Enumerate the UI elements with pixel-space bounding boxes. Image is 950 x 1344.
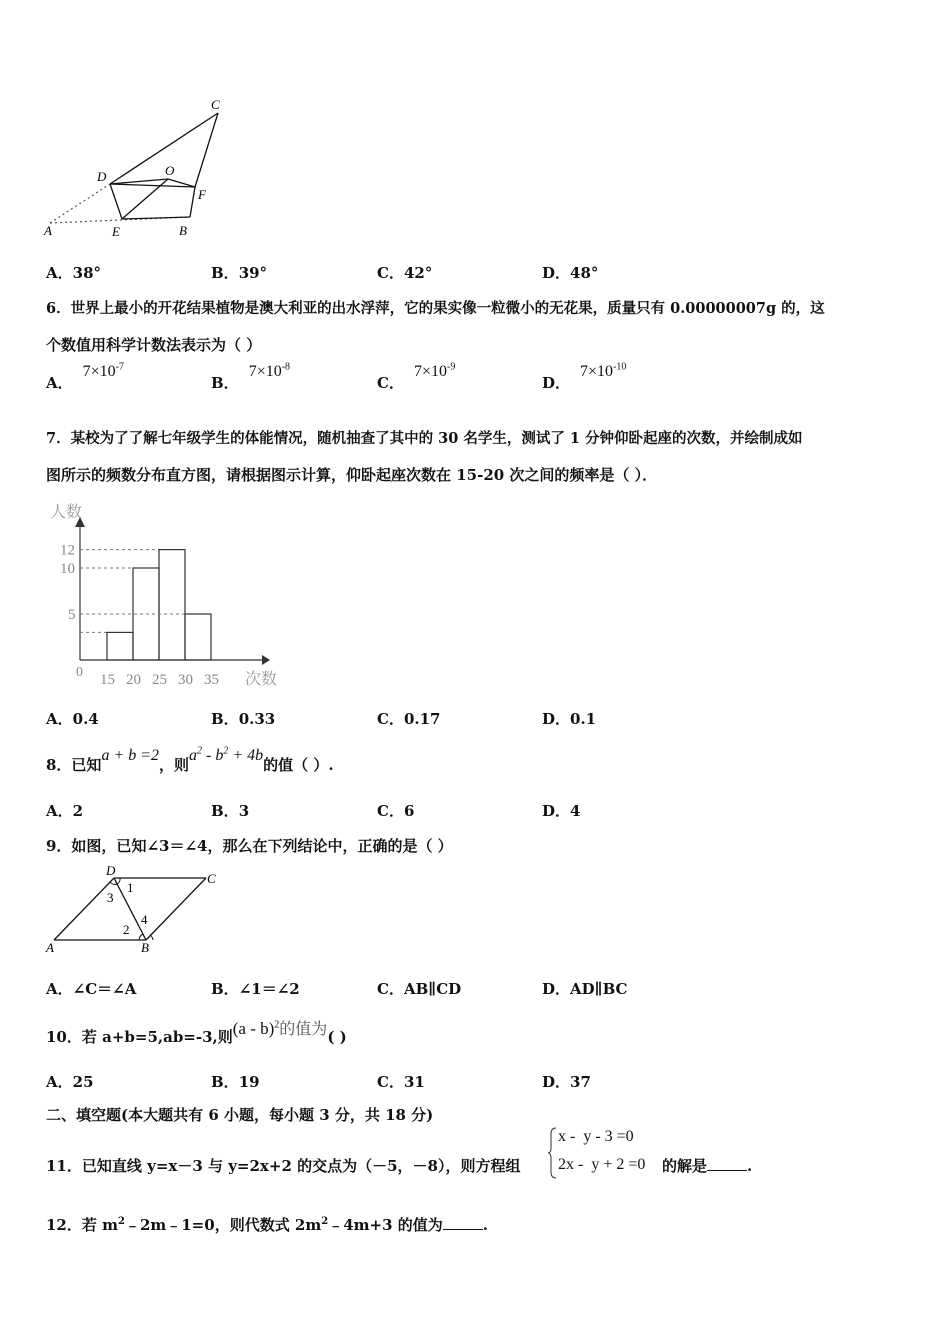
q5-label-A: A bbox=[44, 223, 52, 238]
q7-line2: 图所示的频数分布直方图，请根据图示计算，仰卧起座次数在 15-20 次之间的频率是（ ）． bbox=[46, 466, 658, 484]
hist-x-tick-30: 30 bbox=[178, 672, 193, 688]
q6-option-a: A．$7\times 10^{-7}$ bbox=[46, 361, 125, 392]
q11-suffix: 的解是 . bbox=[662, 1157, 753, 1175]
q5-label-E: E bbox=[112, 224, 120, 239]
q5-label-O: O bbox=[165, 163, 175, 178]
q5-label-D: D bbox=[97, 169, 107, 184]
q5-label-F: F bbox=[198, 187, 206, 202]
q8-text: 8．已知a + b =2，则$a^2 - b^2 + 4b$的值（ ）. bbox=[46, 745, 334, 774]
q8-option-b: B．3 bbox=[211, 802, 250, 820]
q6-option-b: B．$7\times 10^{-8}$ bbox=[211, 361, 291, 392]
hist-bar-3 bbox=[185, 614, 211, 660]
q10-option-a: A．25 bbox=[46, 1073, 94, 1091]
q11-eq1: x - y - 3 =0 bbox=[558, 1128, 634, 1145]
section-heading: 二、填空题(本大题共有 6 小题，每小题 3 分，共 18 分) bbox=[46, 1106, 434, 1124]
q7-option-a: A．0.4 bbox=[46, 710, 99, 728]
q9-option-d: D．AD∥BC bbox=[542, 980, 628, 998]
q9-label-B: B bbox=[141, 940, 149, 955]
q7-option-d: D．0.1 bbox=[542, 710, 597, 728]
q9-label-4: 4 bbox=[141, 912, 148, 927]
q9-label-1: 1 bbox=[127, 880, 134, 895]
q6-option-c: C．$7\times 10^{-9}$ bbox=[377, 361, 456, 392]
q9-label-2: 2 bbox=[123, 922, 130, 937]
q11-answer-blank[interactable] bbox=[707, 1156, 747, 1171]
hist-origin: 0 bbox=[76, 665, 83, 680]
q10-option-d: D．37 bbox=[542, 1073, 591, 1091]
q9-label-C: C bbox=[207, 871, 216, 886]
q9-parallelogram-figure bbox=[40, 862, 240, 957]
q9-option-b: B．∠1＝∠2 bbox=[211, 980, 300, 998]
q5-option-d: D．48° bbox=[542, 264, 599, 282]
q9-label-3: 3 bbox=[107, 890, 114, 905]
hist-x-tick-25: 25 bbox=[152, 672, 167, 688]
q9-option-a: A．∠C＝∠A bbox=[46, 980, 137, 998]
q8-option-a: A．2 bbox=[46, 802, 84, 820]
q5-option-c: C．42° bbox=[377, 264, 433, 282]
q9-text: 9．如图，已知∠3＝∠4，那么在下列结论中，正确的是（ ） bbox=[46, 837, 453, 855]
q7-option-b: B．0.33 bbox=[211, 710, 276, 728]
q11-brace-icon bbox=[548, 1126, 558, 1180]
hist-x-label: 次数 bbox=[245, 671, 278, 688]
q10-option-c: C．31 bbox=[377, 1073, 425, 1091]
q5-option-b: B．39° bbox=[211, 264, 268, 282]
q12-text: 12．若 $m^2﹣2m﹣1=0$，则代数式 $2m^2﹣4m+3$ 的值为 . bbox=[46, 1216, 488, 1234]
q6-option-d: D．$7\times 10^{-10}$ bbox=[542, 361, 627, 392]
q5-option-a: A．38° bbox=[46, 264, 102, 282]
hist-x-tick-20: 20 bbox=[126, 672, 141, 688]
q7-line1: 7．某校为了了解七年级学生的体能情况，随机抽查了其中的 30 名学生，测试了 1 分钟仰卧起座的次数，并绘制成如 bbox=[46, 430, 803, 447]
hist-bar-2 bbox=[159, 550, 185, 660]
q5-figure bbox=[40, 95, 240, 245]
frequency-histogram bbox=[40, 495, 300, 695]
q12-answer-blank[interactable] bbox=[443, 1215, 483, 1230]
q8-option-d: D．4 bbox=[542, 802, 581, 820]
hist-y-tick-10: 10 bbox=[60, 561, 75, 577]
hist-y-tick-5: 5 bbox=[68, 607, 76, 623]
q5-label-C: C bbox=[211, 97, 220, 112]
q6-line2: 个数值用科学计数法表示为（ ） bbox=[46, 336, 262, 354]
hist-x-tick-35: 35 bbox=[204, 672, 219, 688]
hist-bar-0 bbox=[107, 632, 133, 660]
q11-text: 11．已知直线 y=x－3 与 y=2x+2 的交点为（－5，－8），则方程组 bbox=[46, 1157, 521, 1175]
q10-option-b: B．19 bbox=[211, 1073, 260, 1091]
q9-label-D: D bbox=[106, 863, 116, 878]
q7-option-c: C．0.17 bbox=[377, 710, 441, 728]
q10-text: 10．若 a+b=5,ab=-3,则(a - b)$^2$的值为( ) bbox=[46, 1019, 347, 1046]
hist-y-tick-12: 12 bbox=[60, 542, 75, 559]
q9-label-A: A bbox=[46, 940, 54, 955]
hist-y-label: 人数 bbox=[50, 504, 83, 521]
hist-x-tick-15: 15 bbox=[100, 672, 115, 688]
q11-equation-system bbox=[548, 1126, 660, 1180]
q8-option-c: C．6 bbox=[377, 802, 415, 820]
q9-option-c: C．AB∥CD bbox=[377, 980, 462, 998]
q5-label-B: B bbox=[179, 223, 187, 238]
q11-eq2: 2x - y + 2 =0 bbox=[558, 1156, 646, 1173]
q6-line1: 6．世界上最小的开花结果植物是澳大利亚的出水浮萍，它的果实像一粒微小的无花果，质量只有 0.00000007g 的，这 bbox=[46, 300, 825, 317]
